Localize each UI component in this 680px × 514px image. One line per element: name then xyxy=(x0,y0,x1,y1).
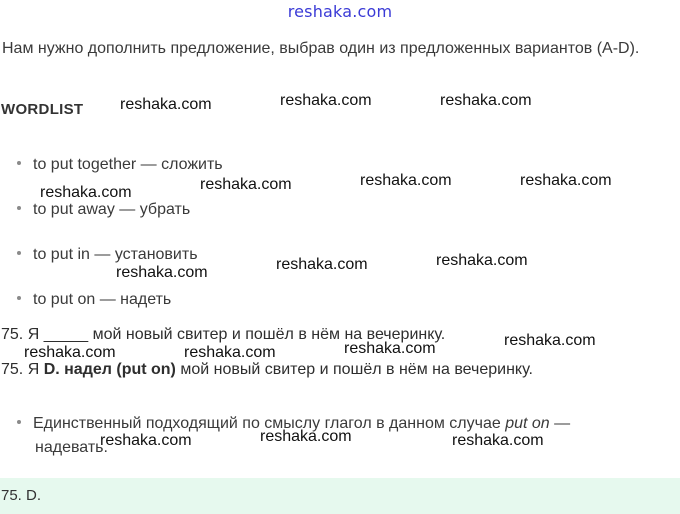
bullet-icon xyxy=(17,161,21,165)
explanation-dash: — xyxy=(549,415,571,432)
explanation-text: Единственный подходящий по смыслу глагол в данном случае xyxy=(33,415,506,432)
wordlist-item-text: to put on — надеть xyxy=(33,291,172,308)
list-item xyxy=(17,201,190,219)
task-question: 75. Я _____ мой новый свитер и пошёл в нём на вечеринку. xyxy=(1,326,446,343)
bullet-icon xyxy=(17,206,21,210)
watermark: reshaka.com xyxy=(440,92,532,109)
watermark: reshaka.com xyxy=(184,344,276,361)
watermark: reshaka.com xyxy=(24,344,116,361)
watermark: reshaka.com xyxy=(260,428,352,445)
watermark: reshaka.com xyxy=(344,340,436,357)
wordlist-item-text: to put together — сложить xyxy=(33,156,223,173)
watermark: reshaka.com xyxy=(360,172,452,189)
watermark: reshaka.com xyxy=(40,184,132,201)
bullet-icon xyxy=(17,296,21,300)
header-watermark: reshaka.com xyxy=(287,2,393,21)
list-item xyxy=(17,291,171,309)
watermark: reshaka.com xyxy=(436,252,528,269)
task-answer xyxy=(1,361,533,379)
task-answer-prefix: 75. Я xyxy=(1,361,44,378)
intro-text: Нам нужно дополнить предложение, выбрав один из предложенных вариантов (A-D). xyxy=(2,40,640,57)
watermark: reshaka.com xyxy=(452,432,544,449)
watermark: reshaka.com xyxy=(504,332,596,349)
wordlist-title: WORDLIST xyxy=(1,101,84,118)
watermark: reshaka.com xyxy=(280,92,372,109)
watermark: reshaka.com xyxy=(120,96,212,113)
watermark: reshaka.com xyxy=(116,264,208,281)
bullet-icon xyxy=(17,420,21,424)
explanation-verb: put on xyxy=(505,415,550,432)
list-item xyxy=(17,156,223,174)
watermark: reshaka.com xyxy=(100,432,192,449)
list-item xyxy=(17,246,198,264)
task-answer-suffix: мой новый свитер и пошёл в нём на вечеринку. xyxy=(175,361,533,378)
answer-box xyxy=(0,478,680,514)
watermark: reshaka.com xyxy=(276,256,368,273)
task-answer-choice: D. надел (put on) xyxy=(43,361,176,378)
bullet-icon xyxy=(17,251,21,255)
explanation-continuation: надевать. xyxy=(35,439,108,456)
wordlist-item-text: to put in — установить xyxy=(33,246,198,263)
final-answer: 75. D. xyxy=(1,487,42,504)
wordlist-item-text: to put away — убрать xyxy=(33,201,191,218)
watermark: reshaka.com xyxy=(520,172,612,189)
watermark: reshaka.com xyxy=(200,176,292,193)
